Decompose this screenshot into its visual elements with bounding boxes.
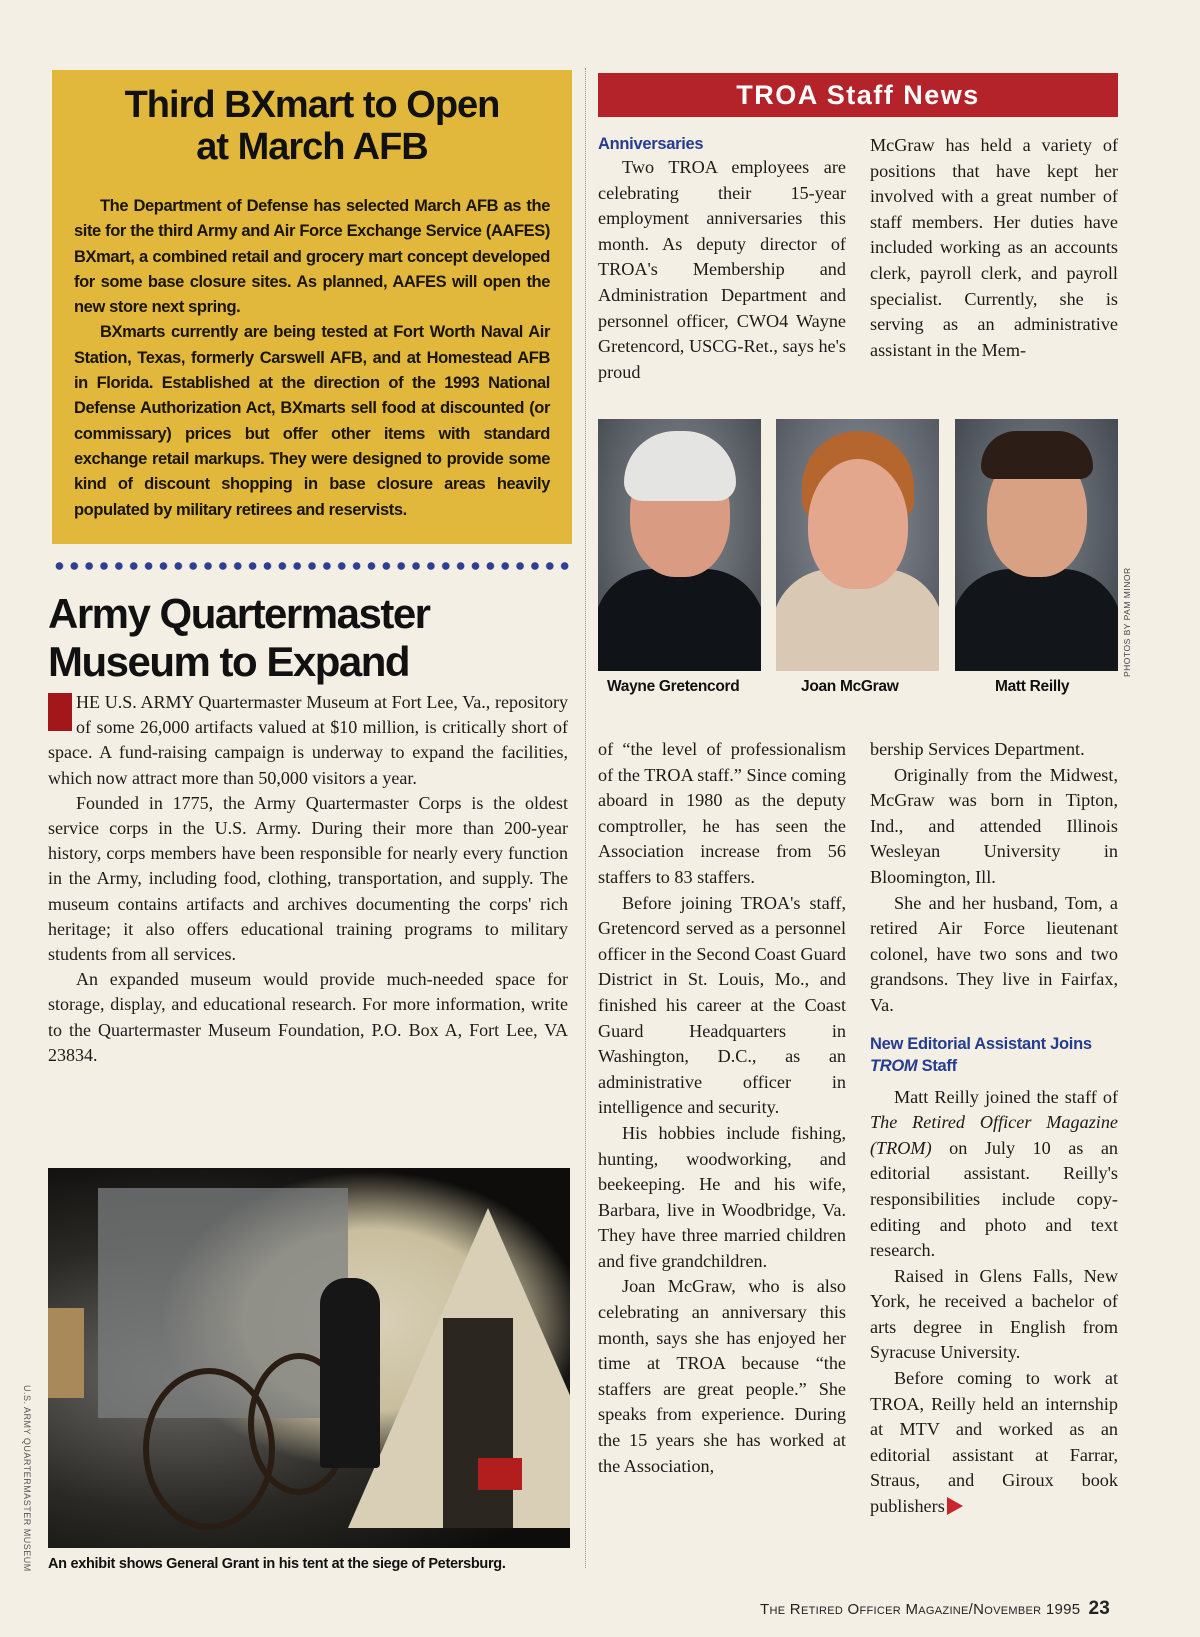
- bxmart-box: [52, 70, 572, 544]
- troa-staff-news-banner: TROA Staff News: [598, 73, 1118, 117]
- troa-column-b-top: [870, 133, 1118, 363]
- portrait-joan-mcgraw: [776, 419, 939, 671]
- page-number: 23: [1088, 1598, 1111, 1619]
- photo-name-2: Joan McGraw: [801, 678, 899, 695]
- anniversaries-subhead: Anniversaries: [598, 135, 704, 153]
- exhibit-caption: An exhibit shows General Grant in his tent at the siege of Petersburg.: [48, 1556, 506, 1572]
- editorial-assistant-subhead: New Editorial Assistant Joins TROM Staff: [870, 1034, 1092, 1075]
- army-paragraph-2: Founded in 1775, the Army Quartermaster Corps is the oldest service corps in the U.S. Army. During their more than 200-year history, corps members have been responsible for nearly every function in the Army, including food, clothing, transportation, and supply. The museum contains artifacts and archives documenting the corps' rich heritage; it also offers educational training programs to military students from all services.: [48, 792, 568, 965]
- troa-b-bot-paragraph-2: Originally from the Midwest, McGraw was born in Tipton, Ind., and attended Illinois Wesleyan University in Bloomington, Ill.: [870, 764, 1118, 887]
- troa-a-bot-paragraph-4: Joan McGraw, who is also celebrating an anniversary this month, says she has enjoyed her time at TROA because “the staffers are great people.” She speaks from experience. During the 15 years she has worked at the Association,: [598, 1276, 846, 1476]
- troa-b-bot-paragraph-3: She and her husband, Tom, a retired Air Force lieutenant colonel, have two sons and two grandsons. They live in Fairfax, Va.: [870, 892, 1118, 1015]
- photo-name-3: Matt Reilly: [995, 678, 1070, 695]
- army-article-body: [48, 690, 568, 1068]
- troa-a-top-paragraph: Two TROA employees are celebrating their 15-year employment anniversaries this month. As deputy director of TROA's Membership and Administration Department and personnel officer, CWO4 Wayne Gretencord, USCG-Ret., says he's proud: [598, 157, 846, 382]
- trom-italic: TROM: [870, 1056, 918, 1075]
- bxmart-title-line2: at March AFB: [196, 126, 428, 168]
- drop-cap-t-icon: [48, 693, 72, 731]
- army-title-line1: Army Quartermaster: [48, 590, 430, 637]
- troa-column-b-bottom: [870, 737, 1118, 1520]
- troa-column-a-top: [598, 133, 846, 385]
- column-divider: [585, 68, 586, 1568]
- troa-b-bot-paragraph-4: Matt Reilly joined the staff of The Retired Officer Magazine (TROM) on July 10 as an editorial assistant. Reilly's responsibilities include copy-editing and photo and text research.: [870, 1086, 1118, 1261]
- army-title-line2: Museum to Expand: [48, 638, 410, 685]
- troa-a-bot-paragraph-3: His hobbies include fishing, hunting, woodworking, and beekeeping. He and his wife, Barbara, live in Woodbridge, Va. They have three married children and five grandchildren.: [598, 1122, 846, 1271]
- troa-b-bot-paragraph-6: Before coming to work at TROA, Reilly held an internship at MTV and worked as an editorial assistant at Farrar, Straus, and Giroux book publishers: [870, 1368, 1118, 1517]
- exhibit-photo: [48, 1168, 570, 1548]
- photo-name-1: Wayne Gretencord: [607, 678, 740, 695]
- portrait-matt-reilly: [955, 419, 1118, 671]
- troa-b-bot-paragraph-5: Raised in Glens Falls, New York, he received a bachelor of arts degree in English from Syracuse University.: [870, 1265, 1118, 1363]
- dotted-separator: [52, 560, 572, 572]
- troa-column-a-bottom: [598, 737, 846, 1479]
- portrait-wayne-gretencord: [598, 419, 761, 671]
- bxmart-paragraph-1: The Department of Defense has selected March AFB as the site for the third Army and Air Force Exchange Service (AAFES) BXmart, a combined retail and grocery mart concept developed for some base closure sites. As planned, AAFES will open the new store next spring.: [74, 197, 550, 317]
- troa-a-bot-paragraph-1: of “the level of professionalism of the TROA staff.” Since coming aboard in 1980 as the deputy comptroller, he has seen the Association increase from 56 staffers to 83 staffers.: [598, 739, 846, 887]
- troa-a-bot-paragraph-2: Before joining TROA's staff, Gretencord served as a personnel officer in the Second Coast Guard District in St. Louis, Mo., and finished his career at the Coast Guard Headquarters in Washington, D.C., as an administrative officer in intelligence and security.: [598, 892, 846, 1118]
- magazine-name: The Retired Officer Magazine (TROM): [870, 1112, 1118, 1158]
- army-paragraph-1-text: HE U.S. ARMY Quartermaster Museum at Fort Lee, Va., repository of some 26,000 artifacts valued at $10 million, is critically short of space. A fund-raising campaign is underway to expand the facilities, which now attract more than 50,000 visitors a year.: [48, 692, 568, 788]
- footer-magazine: The Retired Officer Magazine/November 1995: [760, 1601, 1081, 1618]
- army-paragraph-3: An expanded museum would provide much-needed space for storage, display, and educational research. For more information, write to the Quartermaster Museum Foundation, P.O. Box A, Fort Lee, VA 23834.: [48, 969, 568, 1065]
- continued-arrow-icon: [947, 1497, 963, 1515]
- bxmart-title-line1: Third BXmart to Open: [124, 84, 500, 126]
- army-paragraph-1: [48, 690, 568, 791]
- troa-b-top-paragraph: McGraw has held a variety of positions that have kept her involved with a great number of staff members. Her duties have included working as an accounts clerk, payroll clerk, and payroll specialist. Currently, she is serving as an administrative assistant in the Mem-: [870, 135, 1118, 360]
- page-footer: [760, 1598, 1160, 1620]
- army-article-title: [48, 590, 578, 686]
- troa-b-bot-paragraph-1: bership Services Department.: [870, 739, 1085, 759]
- bxmart-title: [74, 84, 550, 168]
- bxmart-paragraph-2: BXmarts currently are being tested at Fort Worth Naval Air Station, Texas, formerly Carswell AFB, and at Homestead AFB in Florida. Established at the direction of the 1993 National Defense Authorization Act, BXmarts sell food at discounted (or commissary) prices but offer other items with standard exchange retail markups. They were designed to provide some kind of discount shopping in base closure areas heavily populated by military retirees and reservists.: [74, 323, 550, 519]
